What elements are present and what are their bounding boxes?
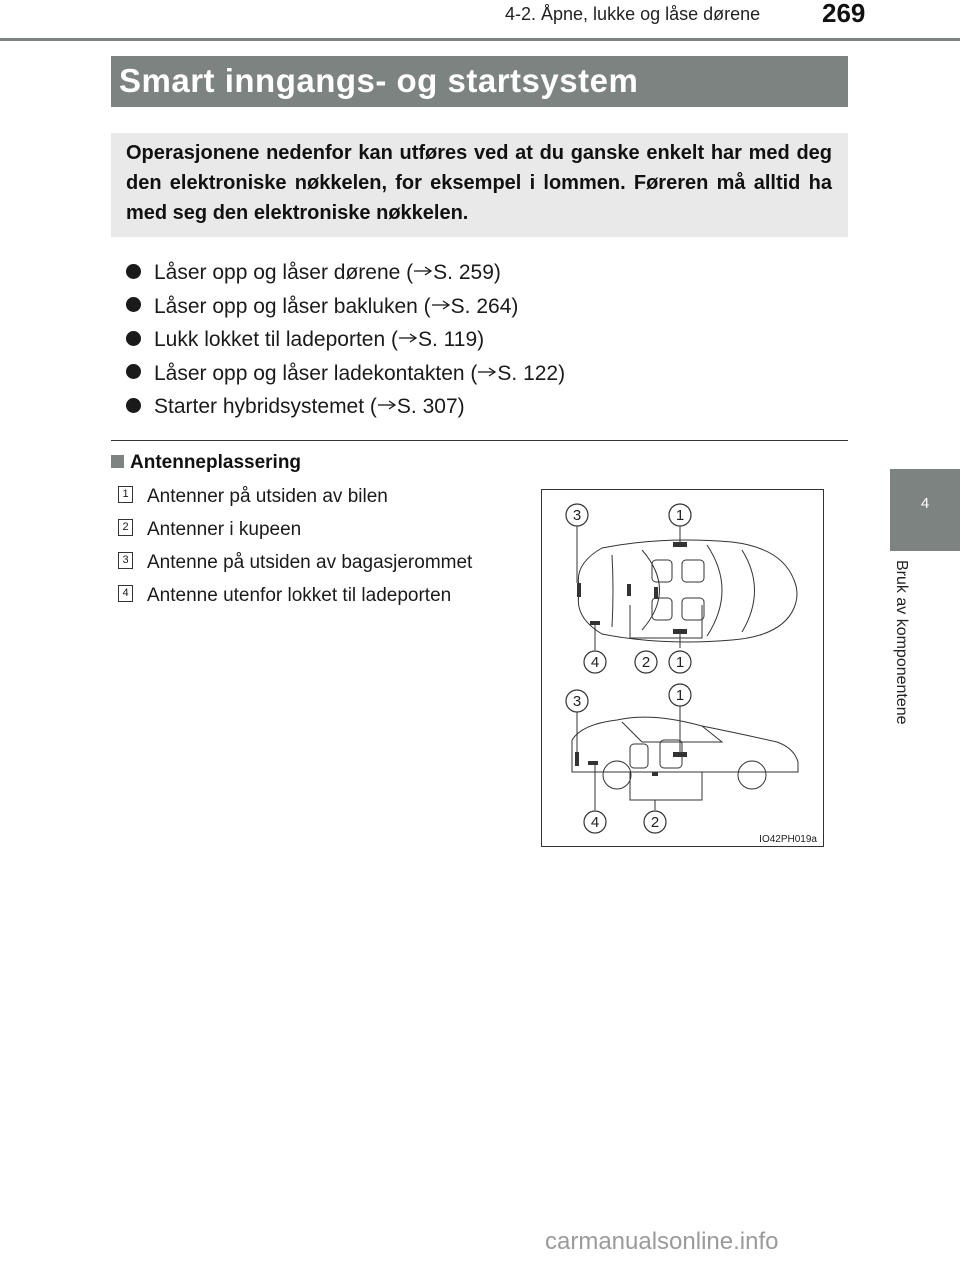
- header-rule: [0, 38, 960, 41]
- antenna-diagram: [541, 489, 824, 847]
- page-reference[interactable]: S. 307): [396, 395, 465, 418]
- chapter-number: 4: [920, 495, 930, 512]
- square-bullet-icon: [111, 455, 124, 468]
- watermark: carmanualsonline.info: [545, 1228, 779, 1255]
- legend-item: [118, 480, 472, 513]
- legend-text: Antenne på utsiden av bagasjerommet: [147, 552, 473, 573]
- car-top-view-outline: [578, 540, 797, 642]
- bullet-icon: [126, 331, 141, 346]
- arrow-right-icon: [377, 399, 397, 411]
- page-reference[interactable]: S. 264): [450, 294, 519, 318]
- arrow-right-icon: [431, 299, 451, 311]
- list-item-text: Lukk lokket til ladeporten (: [154, 328, 398, 351]
- page-reference[interactable]: S. 122): [497, 361, 566, 385]
- figure-code: IO42PH019a: [759, 834, 817, 845]
- callout-label: 2: [641, 654, 651, 671]
- legend-item: [118, 513, 472, 546]
- list-item: [126, 256, 565, 290]
- bullet-icon: [126, 297, 141, 312]
- legend-number: 3: [118, 552, 133, 569]
- callout-label: 2: [650, 814, 660, 831]
- list-item-text: Låser opp og låser ladekontakten (: [154, 361, 478, 385]
- intro-box: [111, 133, 848, 237]
- antenna-legend: [118, 480, 472, 612]
- chapter-title: Bruk av komponentene: [893, 560, 910, 725]
- page-title: Smart inngangs- og startsystem: [119, 62, 639, 99]
- callout-label: 3: [572, 693, 582, 710]
- bullet-icon: [126, 364, 141, 379]
- subsection-heading: [111, 452, 301, 474]
- arrow-right-icon: [413, 265, 433, 277]
- callout-label: 1: [675, 654, 685, 671]
- legend-text: Antenner i kupeen: [147, 519, 302, 540]
- car-side-view-outline: [572, 717, 798, 772]
- intro-text: Operasjonene nedenfor kan utføres ved at du ganske enkelt har med deg den elektroniske nøkkelen, for eksempel i lommen. Føreren må alltid ha med seg den elektroniske nøkkelen.: [126, 142, 832, 224]
- list-item: [126, 390, 565, 424]
- list-item-text: Låser opp og låser dørene (: [154, 261, 414, 284]
- callout-label: 1: [675, 687, 685, 704]
- legend-text: Antenne utenfor lokket til ladeporten: [147, 585, 452, 606]
- title-banner: [111, 56, 848, 107]
- list-item-text: Låser opp og låser bakluken (: [154, 294, 431, 318]
- section-divider: [111, 440, 848, 441]
- page-reference[interactable]: S. 259): [433, 261, 501, 284]
- legend-item: [118, 546, 472, 579]
- list-item: [126, 323, 565, 357]
- bullet-icon: [126, 264, 141, 279]
- operations-list: [126, 256, 565, 424]
- chapter-tab[interactable]: [890, 469, 960, 551]
- callout-label: 4: [590, 814, 600, 831]
- arrow-right-icon: [398, 332, 418, 344]
- legend-number: 4: [118, 585, 133, 602]
- callout-label: 4: [590, 654, 600, 671]
- car-illustration: [542, 490, 823, 846]
- section-title: 4-2. Åpne, lukke og låse dørene: [505, 4, 761, 24]
- legend-number: 1: [118, 486, 133, 503]
- list-item: [126, 290, 565, 324]
- list-item: [126, 357, 565, 391]
- page-number: 269: [822, 0, 866, 28]
- callout-label: 1: [675, 507, 685, 524]
- page-reference[interactable]: S. 119): [417, 328, 485, 351]
- bullet-icon: [126, 398, 141, 413]
- legend-item: [118, 579, 472, 612]
- list-item-text: Starter hybridsystemet (: [154, 395, 377, 418]
- callout-label: 3: [572, 507, 582, 524]
- chapter-label: [892, 560, 922, 760]
- arrow-right-icon: [477, 366, 497, 378]
- legend-number: 2: [118, 519, 133, 536]
- subsection-title: Antenneplassering: [130, 452, 302, 473]
- legend-text: Antenner på utsiden av bilen: [147, 486, 388, 507]
